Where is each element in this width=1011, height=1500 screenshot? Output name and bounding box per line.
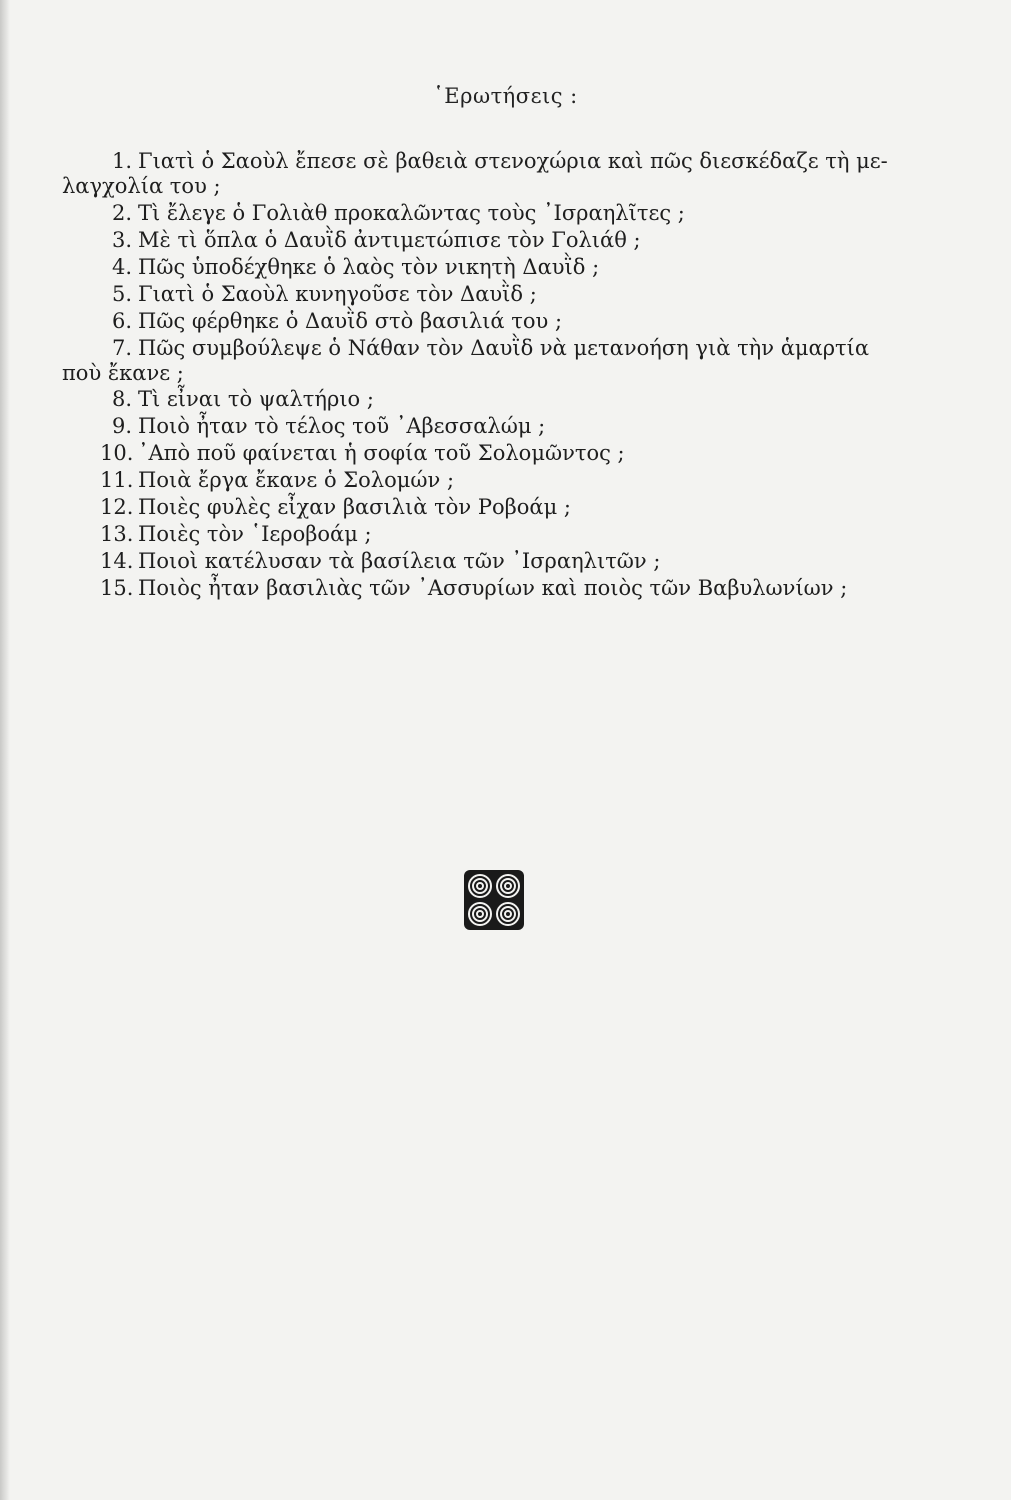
question-11 [100, 467, 454, 493]
question-number: 6. [111, 309, 132, 333]
question-number: 1. [111, 149, 132, 173]
question-3 [100, 227, 641, 253]
question-2 [100, 200, 685, 226]
question-number: 12. [100, 495, 134, 519]
question-number: 3. [111, 228, 132, 252]
question-text: Ποιὸ ἦταν τὸ τέλος τοῦ ᾿Αβεσσαλώμ ; [138, 414, 546, 438]
question-4 [100, 254, 599, 280]
question-text: ᾿Απὸ ποῦ φαίνεται ἡ σοφία τοῦ Σολομῶντος ; [138, 441, 625, 465]
question-1-continuation: λαγχολία του ; [62, 174, 221, 198]
question-text: Πῶς συμβούλεψε ὁ Νάθαν τὸν Δαυῒδ νὰ μετανοήση γιὰ τὴν ἁμαρτία [138, 336, 870, 360]
question-1 [100, 148, 888, 174]
question-13 [100, 521, 372, 547]
question-text: Πῶς ὑποδέχθηκε ὁ λαὸς τὸν νικητὴ Δαυῒδ ; [138, 255, 600, 279]
question-5 [100, 281, 537, 307]
question-text: Μὲ τὶ ὅπλα ὁ Δαυῒδ ἀντιμετώπισε τὸν Γολιάθ ; [138, 228, 641, 252]
question-number: 14. [100, 549, 134, 573]
questions-list [0, 0, 1011, 700]
question-8 [100, 386, 374, 412]
question-7 [100, 335, 869, 361]
question-number: 9. [111, 414, 132, 438]
question-text: Τὶ ἔλεγε ὁ Γολιὰθ προκαλῶντας τοὺς ᾿Ισραηλῖτες ; [138, 201, 685, 225]
question-text: Ποιὲς φυλὲς εἶχαν βασιλιὰ τὸν Ροβοάμ ; [138, 495, 571, 519]
question-15 [100, 575, 847, 601]
question-9 [100, 413, 545, 439]
question-number: 11. [100, 468, 134, 492]
question-text: Ποιὲς τὸν ῾Ιεροβοάμ ; [138, 522, 372, 546]
question-14 [100, 548, 660, 574]
question-number: 7. [111, 336, 132, 360]
question-text: Γιατὶ ὁ Σαοὺλ κυνηγοῦσε τὸν Δαυῒδ ; [138, 282, 537, 306]
question-10 [100, 440, 625, 466]
question-number: 2. [111, 201, 132, 225]
question-number: 10. [100, 441, 134, 465]
question-number: 5. [111, 282, 132, 306]
question-number: 8. [111, 387, 132, 411]
question-number: 15. [100, 576, 134, 600]
question-text: Τὶ εἶναι τὸ ψαλτήριο ; [138, 387, 374, 411]
question-6 [100, 308, 562, 334]
page-heading: ῾Ερωτήσεις : [433, 84, 578, 108]
question-text: Πῶς φέρθηκε ὁ Δαυῒδ στὸ βασιλιά του ; [138, 309, 563, 333]
question-number: 13. [100, 522, 134, 546]
question-7-continuation: ποὺ ἔκανε ; [62, 361, 184, 385]
question-number: 4. [111, 255, 132, 279]
spiral-ornament-icon [463, 869, 525, 931]
question-text: Γιατὶ ὁ Σαοὺλ ἔπεσε σὲ βαθειὰ στενοχώρια καὶ πῶς διεσκέδαζε τὴ με- [138, 149, 888, 173]
question-text: Ποιὸς ἦταν βασιλιὰς τῶν ᾿Ασσυρίων καὶ ποιὸς τῶν Βαβυλωνίων ; [138, 576, 848, 600]
question-12 [100, 494, 571, 520]
question-text: Ποιοὶ κατέλυσαν τὰ βασίλεια τῶν ᾿Ισραηλιτῶν ; [138, 549, 661, 573]
question-text: Ποιὰ ἔργα ἔκανε ὁ Σολομών ; [138, 468, 455, 492]
